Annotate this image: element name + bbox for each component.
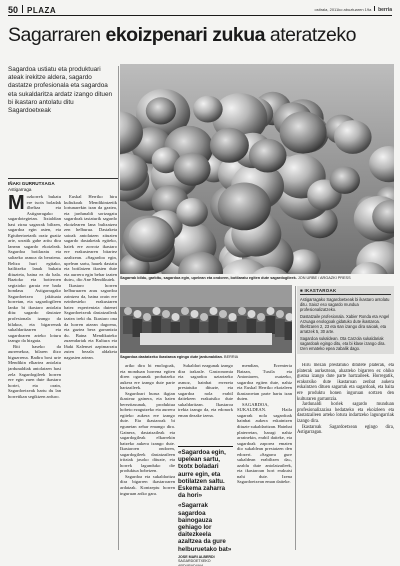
- person-head-shape: [257, 313, 265, 321]
- body-paragraph: Sagardoa eta sukaldaritza dira bigarren ikastaroaren ardatzak. Kontzeptu horren inguruan ariko gara.: [120, 473, 175, 496]
- photo-credit: JON URBE / ARGAZKI PRESS: [297, 276, 351, 280]
- byline-author: IÑAKI GURRUTXAGA: [8, 181, 55, 186]
- body-column-6: [297, 363, 394, 549]
- page-number: 50: [8, 4, 19, 15]
- apple-shape: [334, 120, 372, 154]
- person-head-shape: [200, 313, 208, 321]
- person-head-shape: [219, 310, 227, 318]
- person-body-shape: [152, 316, 162, 334]
- person-body-shape: [209, 316, 219, 334]
- page-header: [8, 4, 392, 16]
- headline-part-1: Sagarraren: [8, 24, 106, 46]
- person-head-shape: [124, 307, 132, 315]
- quote-author-role: SAGARDOETXEKO ARDURADUNA: [178, 559, 211, 566]
- apple-shape: [146, 97, 176, 124]
- apples-photo-image: [120, 64, 394, 274]
- body-paragraph: ozkorrek bukatu ere txotx boladak ilbeltza eta Astigarragako sagardotegietan. Itxialdian hasi zirau sagarrak biltzen, sagardoa egin asten, eta Egiubertoetarik oraiz guztiz arte, urratik gabe aritu dira lanean sagardo ekoizleak. Sagardoa botilaratu eta saltzeko asmoa da beraiena. Beltza huri egitako, bailitzeko lanak bukatu dituzteta, baina ez da bala. Bazioko eta botteroen segizioko garaia ere bada hondasu Astigarragako Sagardoetxea jakituaia horretan, eta sagardogileen lanko bi ikastaro antolatu ditu: sagardo dastatze profesionala izango da bilakoa, eta bigarrenak sukaldaritzaren eta sagardoaren arteko loturu izango da hizgaia.: [8, 194, 61, 344]
- byline-place: Astigarraga: [8, 186, 32, 192]
- photo-credit: BERRIA: [224, 355, 239, 359]
- person-head-shape: [134, 310, 142, 318]
- body-paragraph: Ikastaro horren helburuaren arau sagardoa zaintzea da, baina orain ere ezinbesteko erakustaren batez esperientzia dutenei Sagardoetxeak dastatzaileak izatea ireki du. Ikastaro ona da horren atzean dagoena, eta gaztea bera garrantzia du. Baina Mendikuteko zuzendariak eta Kultura eta Iñaki Kalensei azpimarratu zuten bezala aldaketa nagusien artean.: [64, 282, 117, 360]
- apple-shape: [210, 128, 249, 163]
- body-paragraph: Sagardoari buruz ikgtan ikasteaz gainera, eta haien berezitasunak, produktua hobeto ezagutzeko eta aurrera egiteko aukera ere izango dute. Eta ikastaroak bi egunetan zehar emango dira. Gainera, dastatzaileak eta sagardogileak elkarrekin batzeko aukera izango dute. Ikastaroen ondoren, sagardogileek dastatzaileen iritziak jasoko dituzte, eta horrek lagunduko die produktua hobetzen.: [120, 390, 175, 474]
- person-body-shape: [123, 316, 133, 334]
- person-head-shape: [143, 313, 151, 321]
- pull-quote: [178, 446, 233, 566]
- column-rule: [295, 286, 296, 550]
- body-paragraph: Euskal Herriko hiru kultukoak Mendikintzetik lortunarekin izan da gaztea, eta jardunaldi sortzagatu sagardoak tastaturik sagardo ekoizlearen lana bultzatzea zen helburua. Dastaketa saioak antolatzen zituzten sagardo dastaketak egiteko, haiek ere zorrotz ikastaro ere erakustearen bitartez azaltzean. «Sagardoa egin, upelean sartu, hauek dastatu eta botilatzen ikasten dute eta aurrera egin behar izaten dute», dio Ane Mendikutek.: [64, 194, 117, 283]
- apples-photo: [120, 64, 394, 274]
- apple-shape: [330, 167, 360, 194]
- quote-author: JOSE MARI ALBERDI: [178, 554, 215, 559]
- pull-quote-1: «Sagardoa egin, upelean sartu, txotx boladari aurre egin, eta botilatzen saltu. Eskema zaharra da hori»: [178, 449, 226, 500]
- person-head-shape: [248, 310, 256, 318]
- apple-shape: [280, 111, 327, 153]
- sidebar-item: Astigarragako Sagardoetxeak bi ikastaro antolatu ditu. Saioz eso sagardo mundua profesionalizatzeko.: [300, 297, 390, 312]
- headline-part-3: ateratzeko: [264, 24, 356, 46]
- sidebar-item: Sagardoa sukaldean. Ota Carzola sukaldariak sagardoak egingo ditu, eta bi klase izango dira. Izen emateko epea zabalik dago.: [300, 335, 386, 351]
- photo-caption-1: [120, 276, 394, 281]
- body-column-5: [237, 363, 292, 549]
- dateline-divider: [374, 6, 375, 11]
- drop-cap: M: [8, 194, 25, 214]
- section-name: PLAZA: [27, 5, 57, 15]
- person-head-shape: [210, 307, 218, 315]
- page-dateline: [314, 6, 392, 13]
- headline-part-2: ekoizpenari zukua: [105, 24, 265, 46]
- tasting-photo: [120, 285, 292, 353]
- body-column-1: [8, 194, 61, 550]
- page-folio: [8, 5, 56, 15]
- folio-divider: [22, 5, 23, 13]
- body-column-3: [120, 363, 175, 549]
- body-paragraph: Jardunaldi horiek sagardo munduan profesionalizazioa hedatzeko eta ekoizleen eta dastatzaileen arteko lotura indartzeko lagungarriak izango dira.: [297, 402, 394, 424]
- courses-sidebar: [297, 286, 394, 354]
- person-body-shape: [180, 316, 190, 334]
- apple-shape: [176, 198, 208, 227]
- person-head-shape: [162, 310, 170, 318]
- body-paragraph: Sukaldari ezagunak izango dira irakasle. Gastronomia eta sagardoa uztartzeko asmoz, hainbat errezeta prestatuko dituzte, eta sagardoa nola erabil daitekeen erakutsiko dute sukaldaritzan. Ikastaroa irekia izango da, eta edonork eman dezake izena.: [178, 363, 233, 418]
- photo-caption-2: [120, 355, 292, 360]
- column-rule: [118, 66, 119, 550]
- byline: [8, 178, 118, 192]
- person-head-shape: [229, 313, 237, 321]
- person-head-shape: [238, 307, 246, 315]
- body-paragraph: Hiru mezan prestatuko ditutete platerak, eta platerak aurkeztean, ahazteko bigarren ez ohiko gustua izango dute parte hartzaileek. Horregatik, erakutsiko dute ikastaroan zenbat aukera eskaintzen dituen sagarrak eta sagardoak, eta baita ere produktu honen inguruan sortzen den kulturaren garrantzia.: [297, 363, 394, 402]
- sidebar-item: Dastatzaile profesionala. Xabier Ronda eta Angel Arzuaga enologoak gidatuko dute ikastaroa. Ilbeltzaren 2, 23 eta 6an izango dira saioak, eta arratzek 5, 30 arte.: [300, 313, 390, 334]
- body-paragraph: SAGARDOA, SUKALDEAN. Haila sagarrak nola sagardoak hainbat aukera eskaintzen dituzte sukaldaritzan. Hainbat platerretan, haragi nahiz arrainekin, erabil daiteke, eta sagardoak zaporea ematen dio sukaldean prestatzen den edozeri. «Sagarra gure sukaldean erabiltzen da», azaldu dute antolatzaileek, eta ikastaroan hori erakutsi nahi dute. Izena Sagardoetxean eman daiteke.: [237, 401, 292, 485]
- apple-shape: [193, 96, 223, 123]
- body-paragraph: Ikastaroak Sagardoetxean egingo dira, Astigarragan.: [297, 424, 394, 436]
- body-paragraph: mendian, Errenteria Batzan, Tuxila eta Antoniaren, osatzeko, sagardoa egiten dute, nahiz eta Euskal Herriko ekoizleen ikastaroetan parte hartu izan duten.: [237, 363, 292, 402]
- tasting-photo-image: [120, 285, 292, 353]
- body-paragraph: ariko dira bi enologoak, eta monduan horrena egiten diren ogasunak probatzeko aukera ere izango dute parte hartzaileek.: [120, 363, 175, 391]
- apple-shape: [218, 183, 271, 231]
- body-column-2: [64, 194, 117, 550]
- apple-shape: [249, 139, 287, 173]
- article-headline: [8, 24, 394, 46]
- body-paragraph: Biti haseko da aurrenekoa, bilaren iltzo biguzrrena. Badira bost urte Mendikin elkartea antolatu jardunaldiak antolatzen hasi zela Sagardogileek horren ere egin zuen dute ikastaro horiei, eta orain, Sagardoetxeak hartu du lan horretikan segiktzen arduro.: [8, 343, 61, 399]
- person-head-shape: [181, 307, 189, 315]
- person-head-shape: [191, 310, 199, 318]
- caption-text: Sagarrak bildu, garbitu, sagardoa egin, upelean eta ondoren, botilaratu egiten dute sagardogileek.: [120, 276, 297, 280]
- sidebar-label: ■ IKASTAROAK: [300, 288, 391, 295]
- publication-name: berria: [378, 7, 392, 13]
- person-body-shape: [237, 316, 247, 334]
- apple-shape: [129, 218, 173, 258]
- person-head-shape: [267, 307, 275, 315]
- apple-shape: [174, 153, 211, 186]
- person-head-shape: [153, 307, 161, 315]
- issue-date: ostirala, 2011ko abuztuaren 19a: [314, 7, 372, 12]
- person-body-shape: [266, 316, 276, 334]
- person-body-shape: [275, 319, 285, 337]
- caption-text: Sagardoa dastatzeko ikastaroa egingo dute jardunaldian.: [120, 355, 223, 359]
- pull-quote-attribution: [178, 555, 233, 566]
- person-head-shape: [276, 310, 284, 318]
- pull-quote-2: «Sagarrak sagardoa bainogauza gehiago lor daitezkeela azaltzea da gure helburuetako bat»: [178, 502, 232, 553]
- person-body-shape: [285, 322, 293, 340]
- article-deck: Sagardoa ustiatu eta produktuari ateak irekitze aldera, sagardo dastatze profesionala eta sagardoa eta sukaldaritza ardatz izango dituen bi ikastaro antolatu ditu Sagardoetxeak: [8, 66, 113, 115]
- person-head-shape: [172, 313, 180, 321]
